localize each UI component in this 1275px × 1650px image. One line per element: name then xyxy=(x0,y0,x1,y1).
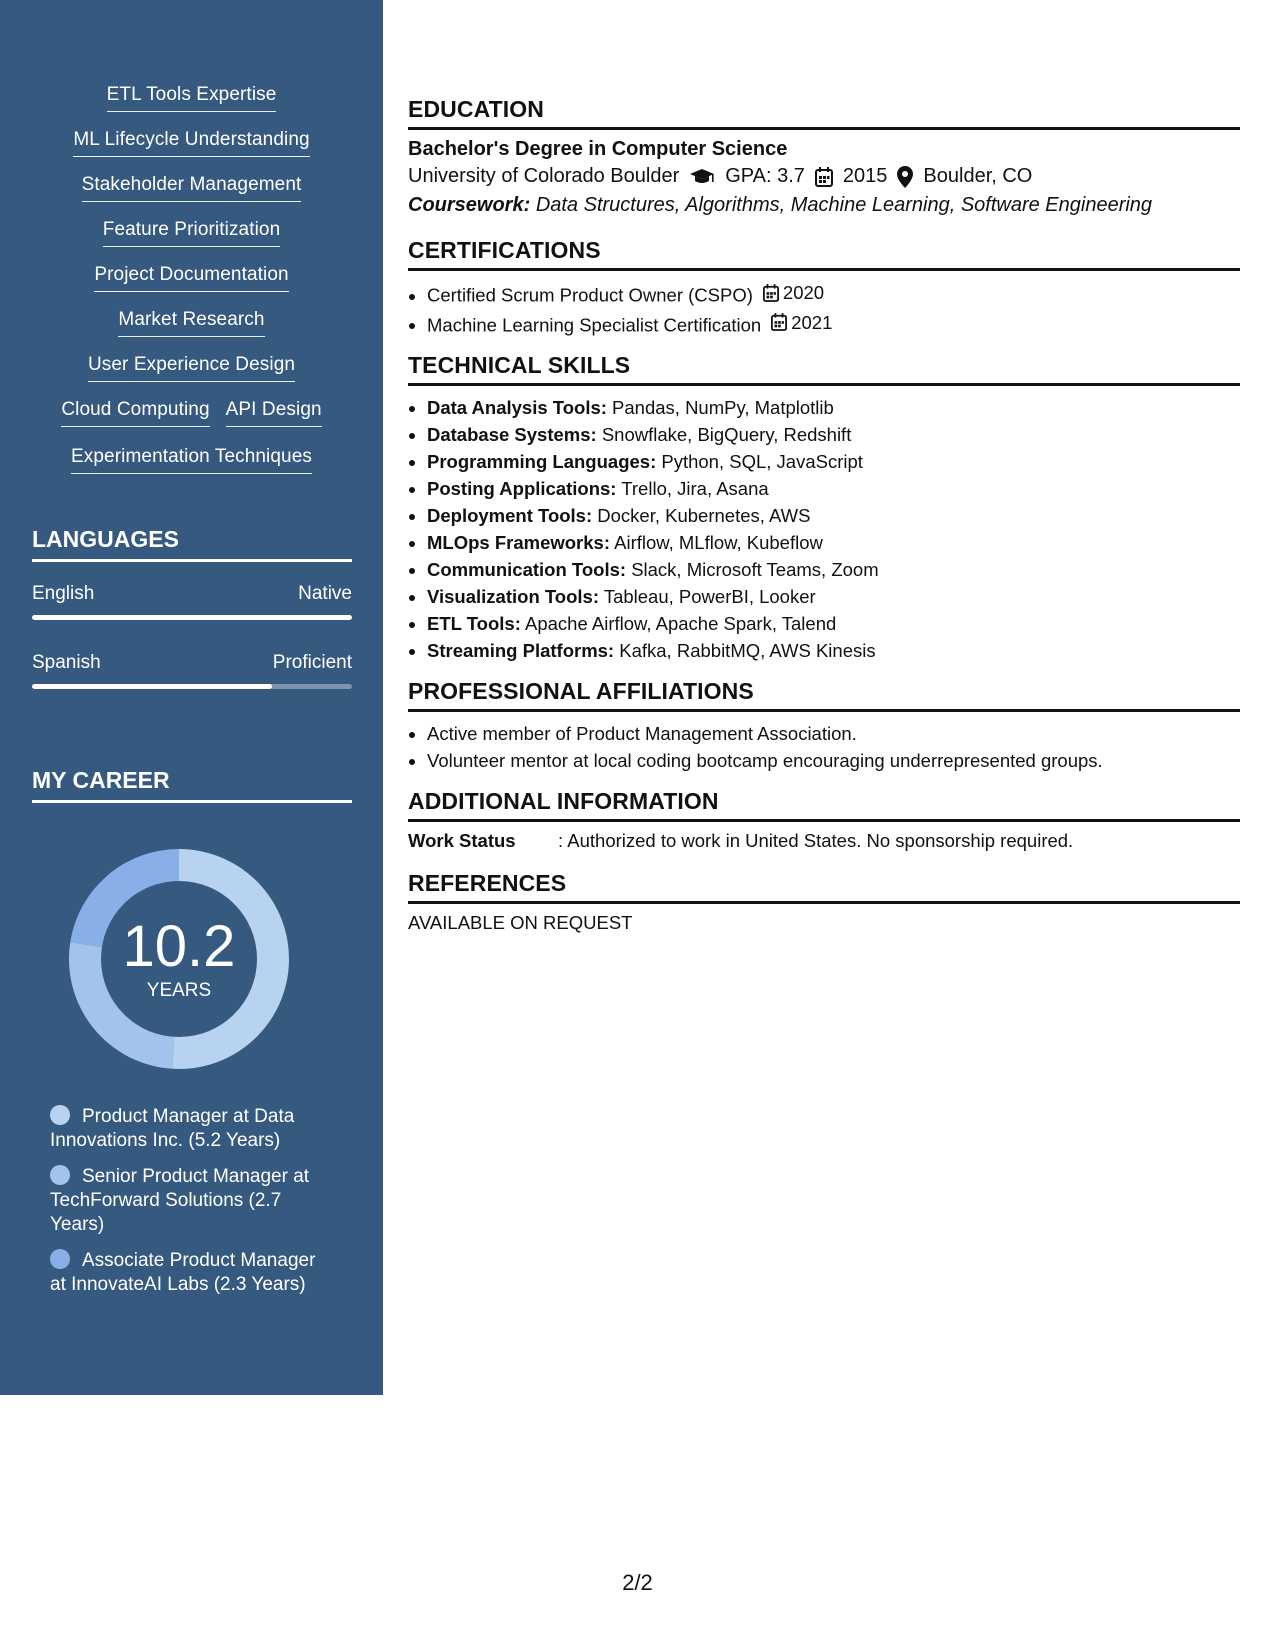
calendar-icon xyxy=(771,313,787,331)
work-status-row xyxy=(408,830,1240,852)
skill-values: Snowflake, BigQuery, Redshift xyxy=(601,424,852,445)
skill-tag-row xyxy=(0,399,383,446)
career-years-unit: YEARS xyxy=(146,980,212,1001)
career-role: Associate Product Manager at InnovateAI Labs (2.3 Years) xyxy=(50,1250,316,1295)
skill-values: Airflow, MLflow, Kubeflow xyxy=(614,532,823,553)
calendar-icon xyxy=(815,167,833,187)
skill-tag-row xyxy=(0,174,383,219)
references-text: AVAILABLE ON REQUEST xyxy=(408,912,633,933)
career-legend xyxy=(50,1105,320,1309)
skill-category: Posting Applications: xyxy=(427,478,617,499)
career-legend-item xyxy=(50,1105,320,1153)
career-role: Senior Product Manager at TechForward Solutions (2.7 Years) xyxy=(50,1166,310,1235)
skill-values: Pandas, NumPy, Matplotlib xyxy=(612,397,834,418)
legend-dot xyxy=(50,1249,70,1269)
language-proficiency-bar xyxy=(32,684,352,689)
certification-year: 2020 xyxy=(782,282,825,303)
skill-values: Apache Airflow, Apache Spark, Talend xyxy=(525,613,837,634)
technical-skill-item xyxy=(427,637,1240,664)
skill-category: Visualization Tools: xyxy=(427,586,600,607)
degree: Bachelor's Degree in Computer Science xyxy=(408,138,788,160)
skill-values: Kafka, RabbitMQ, AWS Kinesis xyxy=(619,640,876,661)
skill-tag-row xyxy=(0,129,383,174)
technical-skill-item xyxy=(427,583,1240,610)
skill-tag: Project Documentation xyxy=(94,264,288,292)
location-pin-icon xyxy=(897,166,913,188)
certification-date xyxy=(771,309,832,336)
sidebar xyxy=(0,0,383,1395)
certification-name: Machine Learning Specialist Certification xyxy=(427,314,762,335)
legend-dot xyxy=(50,1105,70,1125)
career-total-years: 10.2 xyxy=(122,914,236,979)
technical-skill-item xyxy=(427,502,1240,529)
certification-date xyxy=(763,279,824,306)
skill-category: Deployment Tools: xyxy=(427,505,593,526)
additional-information-section xyxy=(408,788,1240,852)
skill-category: Database Systems: xyxy=(427,424,597,445)
technical-skills-list xyxy=(408,394,1240,664)
skill-values: Tableau, PowerBI, Looker xyxy=(603,586,816,607)
skill-category: MLOps Frameworks: xyxy=(427,532,610,553)
skill-tag: User Experience Design xyxy=(88,354,295,382)
skill-category: Streaming Platforms: xyxy=(427,640,615,661)
education-section xyxy=(408,96,1240,217)
career-heading: MY CAREER xyxy=(32,767,352,803)
graduation-cap-icon xyxy=(689,168,715,186)
language-name: English xyxy=(32,583,95,604)
skill-tag: ETL Tools Expertise xyxy=(107,84,277,112)
certification-item xyxy=(427,279,1240,309)
skills-tag-list xyxy=(0,84,383,491)
technical-skill-item xyxy=(427,421,1240,448)
skill-category: Data Analysis Tools: xyxy=(427,397,607,418)
technical-skills-section xyxy=(408,352,1240,664)
skill-category: Communication Tools: xyxy=(427,559,627,580)
technical-skills-heading: TECHNICAL SKILLS xyxy=(408,352,1240,386)
skill-tag: Cloud Computing xyxy=(61,399,209,427)
calendar-icon xyxy=(763,284,779,302)
certifications-section xyxy=(408,237,1240,338)
education-heading: EDUCATION xyxy=(408,96,1240,130)
skill-tag-row xyxy=(0,264,383,309)
skill-tag-row xyxy=(0,354,383,399)
skill-tag: API Design xyxy=(226,399,322,427)
coursework-list: Data Structures, Algorithms, Machine Learning, Software Engineering xyxy=(535,194,1153,216)
technical-skill-item xyxy=(427,475,1240,502)
education-location: Boulder, CO xyxy=(923,165,1033,187)
school-name: University of Colorado Boulder xyxy=(408,165,680,187)
skill-values: Docker, Kubernetes, AWS xyxy=(597,505,811,526)
language-level: Proficient xyxy=(272,652,352,673)
affiliation-item: • Volunteer mentor at local coding bootcamp encouraging underrepresented groups. xyxy=(427,747,1240,774)
certifications-heading: CERTIFICATIONS xyxy=(408,237,1240,271)
career-legend-item xyxy=(50,1165,320,1237)
certifications-list xyxy=(408,279,1240,338)
references-section xyxy=(408,870,1240,934)
skill-values: Slack, Microsoft Teams, Zoom xyxy=(631,559,879,580)
certification-name: Certified Scrum Product Owner (CSPO) xyxy=(427,284,753,306)
skill-category: Programming Languages: xyxy=(427,451,657,472)
skill-tag-row xyxy=(0,309,383,354)
certification-year: 2021 xyxy=(791,311,833,333)
skill-category: ETL Tools: xyxy=(427,613,521,634)
affiliation-item: • Active member of Product Management Association. xyxy=(427,720,1240,747)
main-content xyxy=(408,96,1240,934)
skill-values: Trello, Jira, Asana xyxy=(621,478,769,499)
work-status-value: : Authorized to work in United States. No sponsorship required. xyxy=(558,830,1074,851)
career-legend-item xyxy=(50,1249,320,1297)
language-proficiency-bar xyxy=(32,615,352,620)
graduation-year: 2015 xyxy=(842,165,888,187)
career-donut-chart xyxy=(66,846,292,1072)
career-role: Product Manager at Data Innovations Inc. (5.2 Years) xyxy=(50,1106,295,1151)
work-status-label: Work Status xyxy=(408,830,516,851)
skill-tag-row xyxy=(0,219,383,264)
certification-item xyxy=(427,309,1240,339)
affiliations-section xyxy=(408,678,1240,774)
language-level: Native xyxy=(298,583,352,604)
language-proficiency-fill xyxy=(32,615,352,620)
technical-skill-item xyxy=(427,394,1240,421)
skill-tag: Market Research xyxy=(118,309,264,337)
technical-skill-item xyxy=(427,610,1240,637)
coursework xyxy=(408,194,1240,217)
page-number: 2/2 xyxy=(622,1570,653,1595)
coursework-label: Coursework: xyxy=(408,194,531,216)
language-english xyxy=(32,583,352,620)
education-details xyxy=(408,165,1240,188)
language-proficiency-fill xyxy=(32,684,272,689)
skill-tag: ML Lifecycle Understanding xyxy=(73,129,309,157)
skill-tag: Feature Prioritization xyxy=(103,219,281,247)
skill-tag: Experimentation Techniques xyxy=(71,446,312,474)
skill-tag-row xyxy=(0,446,383,491)
skill-values: Python, SQL, JavaScript xyxy=(661,451,863,472)
affiliations-list xyxy=(408,720,1240,774)
technical-skill-item xyxy=(427,556,1240,583)
technical-skill-item xyxy=(427,448,1240,475)
references-heading: REFERENCES xyxy=(408,870,1240,904)
gpa: GPA: 3.7 xyxy=(725,165,805,187)
additional-information-heading: ADDITIONAL INFORMATION xyxy=(408,788,1240,822)
languages-heading: LANGUAGES xyxy=(32,526,352,562)
affiliations-heading: PROFESSIONAL AFFILIATIONS xyxy=(408,678,1240,712)
legend-dot xyxy=(50,1165,70,1185)
skill-tag: Stakeholder Management xyxy=(82,174,302,202)
language-spanish xyxy=(32,652,352,689)
technical-skill-item xyxy=(427,529,1240,556)
language-name: Spanish xyxy=(32,652,101,673)
skill-tag-row xyxy=(0,84,383,129)
